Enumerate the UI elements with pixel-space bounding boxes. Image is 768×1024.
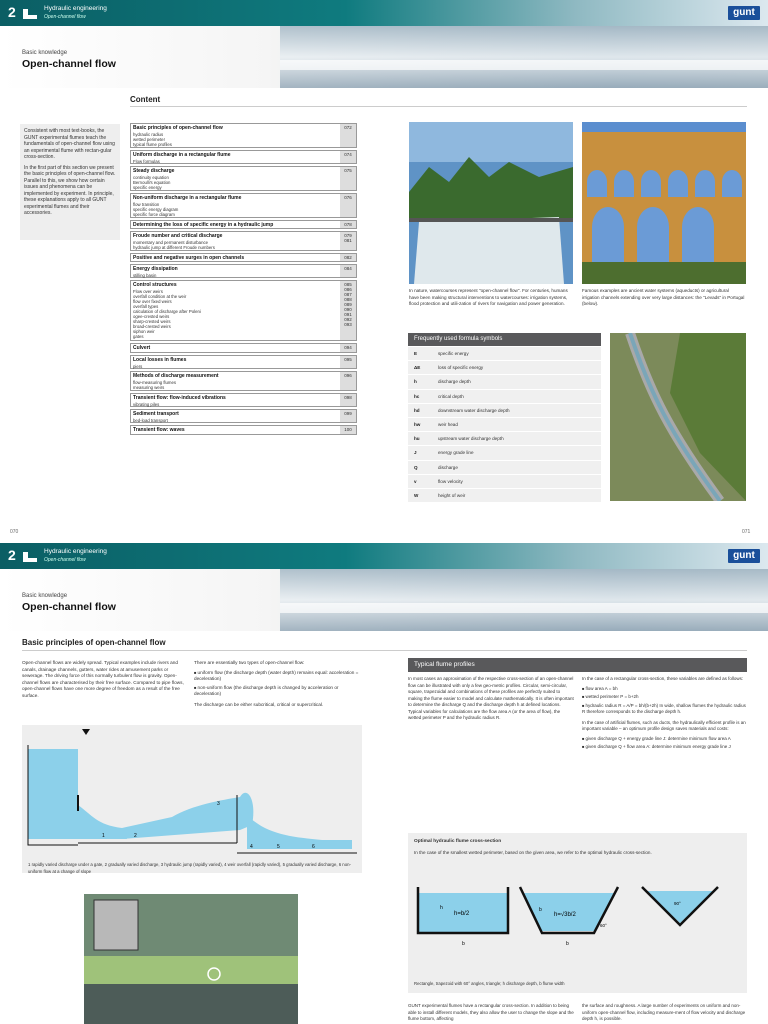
toc-heading: Froude number and critical discharge	[133, 233, 223, 239]
toc-subitem: momentary and permanent disturbance	[133, 240, 208, 245]
toc-row[interactable]	[130, 355, 357, 369]
toc-subitem: siphon weir	[133, 329, 155, 335]
toc-subitem: wetted perimeter	[133, 137, 166, 142]
symbol: Q	[414, 464, 418, 470]
symbol-row	[408, 418, 601, 432]
toc-heading: Culvert	[133, 345, 151, 352]
flume-lab-photo	[84, 894, 298, 1024]
optimal-title: Optimal hydraulic flume cross-section	[414, 839, 502, 844]
toc-row[interactable]	[130, 393, 357, 407]
toc-subitem: flow over fixed weirs	[133, 299, 172, 305]
toc-page-number: 099	[340, 410, 356, 422]
toc-subitem: vibrating piles	[133, 401, 160, 407]
toc-row[interactable]	[130, 123, 357, 148]
toc-subitem: Bernoulli's equation	[133, 180, 171, 186]
caption-left: In nature, watercourses represent "open-channel flow". For centuries, humans have been making structural interventions to watercourses: irrigation systems, flood protection and utili-zation of rivers for navigation and power generation.	[409, 288, 568, 306]
toc-page-number: 098	[340, 394, 356, 406]
footer-left-text: GUNT experimental flumes have a rectangular cross-section. In addition to being able to install different models, they also allow the user to change the slope and the flume bottom, affecting	[408, 1003, 574, 1021]
symbol-row	[408, 446, 601, 460]
toc-heading: Sediment transport	[133, 411, 179, 417]
page-number-right: 071	[742, 529, 751, 535]
toc-page-number: 082	[340, 254, 356, 261]
toc-row[interactable]	[130, 425, 357, 434]
diagram-label-1: 1	[102, 833, 105, 839]
symbol-row	[408, 390, 601, 404]
svg-text:b: b	[566, 941, 569, 947]
waterfall-banner-image	[280, 26, 768, 88]
symbol-description: upstream water discharge depth	[438, 436, 504, 442]
toc-page-number: 072	[340, 124, 356, 147]
symbol: h	[414, 379, 417, 385]
optimal-section-box	[408, 833, 747, 993]
symbol: ΔE	[414, 365, 421, 371]
bottom-header	[0, 543, 768, 569]
toc-subitem: bed-load transport	[133, 418, 168, 423]
toc-subitem: typical flume profiles	[133, 142, 172, 147]
symbol: W	[414, 493, 419, 498]
symbol: E	[414, 351, 418, 356]
symbol-row	[408, 461, 601, 475]
toc-row[interactable]	[130, 253, 357, 262]
toc-page-number: 100	[340, 426, 356, 433]
toc-heading: Determining the loss of specific energy in a hydraulic jump	[133, 221, 274, 228]
toc-page-number: 079 081	[340, 232, 356, 250]
toc-row[interactable]	[130, 193, 357, 218]
symbol-description: discharge	[438, 464, 458, 470]
intro-box: Consistent with most text-books, the GUNT experimental flumes teach the fundamentals of open-channel flow using an experimental flume with rectan-gular cross-section. In the first part of this section we present the basic principles of open-channel flow. Parallel to this, we show how certain issues and phenomena can be implemented by experiment. In principle, these explanations apply to all GUNT experimental flumes and their accessories.	[20, 124, 120, 240]
symbol-description: weir head	[438, 422, 458, 427]
toc-row[interactable]	[130, 220, 357, 229]
symbol-row	[408, 375, 601, 389]
toc-row[interactable]	[130, 166, 357, 191]
svg-text:60°: 60°	[600, 923, 607, 928]
band-kicker: Basic knowledge	[22, 593, 68, 599]
profiles-text: In most cases an approximation of the respective cross-section of an open-channel flow can be illustrated with only a few geo-metric profiles. Circular, semi-circular, square, trapezoidal and combinations of these profiles are perfectly suited to making the flume easier to model and calculate mathematically. It is often important to determine the discharge Q and the discharge depth h at defined locations. Typical variables for calculations are the flow area A (or the area of flow), the wetted perimeter P and the hydraulic radius R.	[408, 676, 574, 720]
gunt-logo: gunt	[728, 6, 760, 20]
symbol: hw	[414, 422, 421, 427]
toc-subitem: gates	[133, 334, 144, 340]
symbol: hc	[414, 393, 420, 399]
svg-text:90°: 90°	[674, 901, 681, 906]
flume-icon	[22, 549, 38, 563]
symbol: v	[414, 478, 417, 484]
svg-text:b: b	[462, 941, 465, 947]
toc-heading: Non-uniform discharge in a rectangular flume	[133, 195, 242, 201]
diagram-label-4: 4	[250, 844, 253, 850]
footer-right-text: the surface and roughness. A large number of experiments on uniform and non-uniform open-channel flow, including measure-ment of flow velocity and discharge depth h, is possible.	[582, 1003, 746, 1021]
toc-page-number: 085 086 087 088 089 090 091 092 093	[340, 281, 356, 340]
symbol: J	[414, 450, 417, 456]
optimal-text: In the case of the smallest wetted perimeter, based on the given area, we refer to the optimal hydraulic cross-section.	[414, 849, 652, 855]
gunt-logo: gunt	[728, 549, 760, 563]
toc-subitem: overfall types	[133, 304, 159, 310]
toc-heading: Basic principles of open-channel flow	[133, 125, 223, 131]
symbol-description: loss of specific energy	[438, 365, 484, 371]
toc-subitem: stilling basin	[133, 272, 157, 278]
caption-right: Famous examples are ancient water systems (aqueducts) or agricultural irrigation channels extending over very large distances: the "Levads" in Portugal (below).	[582, 288, 745, 306]
toc-page-number: 095	[340, 356, 356, 368]
toc-page-number: 074	[340, 151, 356, 163]
toc-subitem: overfall condition at the weir	[133, 294, 187, 300]
toc-subitem: specific force diagram	[133, 212, 175, 217]
symbol-row	[408, 361, 601, 375]
toc-subitem: continuity equation	[133, 175, 169, 181]
trap-label: h=√3b/2	[554, 912, 576, 918]
header-caption: Hydraulic engineering Open-channel flow	[44, 548, 107, 563]
toc-row[interactable]	[130, 150, 357, 164]
divider	[22, 650, 747, 651]
symbol-description: discharge depth	[438, 379, 471, 385]
toc-heading: Control structures	[133, 282, 177, 289]
toc-row[interactable]	[130, 264, 357, 278]
page-number-left: 070	[10, 529, 19, 535]
toc-subitem: hydraulic radius	[133, 132, 164, 137]
rectangular-definitions: In the case of a rectangular cross-section, these variables are defined as follows: ■ flow area A = bh ■ wetted perimeter P = b+2h ■ hydraulic radius R = A/P = bh/(b+2h) In wide, shallow flumes the hydraulic radius R therefore corresponds to the discharge depth h. In the case of artificial flumes, such as ducts, the hydraulically efficient profile is an important variable – an optimum profile design saves materials and costs: ■ given discharge Q + energy grade line J: determine minimum flow area A ■ given discharge Q + flow area A: determine minimum energy grade line J	[582, 676, 747, 751]
symbol-row	[408, 347, 601, 361]
profiles-title: Typical flume profiles	[408, 658, 747, 672]
symbol-description: critical depth	[438, 393, 464, 399]
toc-row[interactable]	[130, 231, 357, 251]
symbol: hu	[414, 436, 420, 442]
intro-paragraph: Open-channel flows are widely spread. Typical examples include rivers and canals, drainage channels, gutters, water rides at amusement parks or sewerage. The driving force of this normally turbulent flow is gravity. Open-channel flows are characterised by their free surface. Compared to pipe flows, open-channel flows have one more degree of freedom as a result of the free surface.	[22, 660, 184, 698]
diagram-label-6: 6	[312, 844, 315, 850]
symbol-description: downstream water discharge depth	[438, 407, 510, 413]
svg-text:b: b	[539, 907, 542, 913]
toc-row[interactable]	[130, 280, 357, 341]
svg-text:h: h	[440, 905, 443, 911]
chapter-number: 2	[8, 547, 16, 563]
toc-subitem: hydraulic jump at different Froude numbers	[133, 245, 215, 250]
symbol-description: energy grade line	[438, 450, 474, 456]
toc-heading: Transient flow: waves	[133, 427, 185, 434]
toc-heading: Steady discharge	[133, 168, 175, 175]
diagram-label-5: 5	[277, 844, 280, 850]
band-kicker: Basic knowledge	[22, 50, 68, 56]
diagram-label-3: 3	[217, 801, 220, 807]
symbol-description: height of weir	[438, 493, 466, 498]
toc-heading: Local losses in flumes	[133, 356, 187, 363]
cross-section-shapes	[414, 883, 744, 963]
toc-subitem: sharp-crested weirs	[133, 319, 171, 325]
toc-subitem: specific energy diagram	[133, 207, 179, 212]
content-heading: Content	[130, 95, 161, 104]
toc-subitem: flow transition	[133, 202, 160, 207]
aqueduct-photo	[582, 122, 746, 284]
band-title: Open-channel flow	[22, 601, 116, 613]
toc-row[interactable]	[130, 371, 357, 391]
toc-subitem: measuring weirs	[133, 385, 165, 390]
levada-photo	[610, 333, 746, 501]
band-title: Open-channel flow	[22, 58, 116, 70]
toc-heading: Methods of discharge measurement	[133, 373, 219, 379]
toc-page-number: 096	[340, 372, 356, 390]
waterfall-banner-image	[280, 569, 768, 631]
toc-page-number: 075	[340, 167, 356, 190]
toc-page-number: 094	[340, 344, 356, 351]
divider	[130, 106, 747, 107]
symbol-description: flow velocity	[438, 478, 463, 484]
symbol-row	[408, 432, 601, 446]
top-band	[0, 26, 768, 88]
toc-subitem: Flow formulas	[133, 158, 160, 164]
toc-row[interactable]	[130, 343, 357, 352]
symbol-row	[408, 404, 601, 418]
section-title: Basic principles of open-channel flow	[22, 638, 166, 647]
rect-label: h=b/2	[454, 911, 470, 917]
shapes-caption: Rectangle, trapezoid with 60° angles, triangle; h discharge depth, b flume width	[414, 981, 565, 986]
toc-row[interactable]	[130, 409, 357, 423]
toc-subitem: piers	[133, 363, 143, 369]
toc-page-number: 084	[340, 265, 356, 277]
flow-diagram	[22, 725, 362, 873]
toc-heading: Energy dissipation	[133, 265, 178, 272]
waterfall-photo	[409, 122, 573, 284]
flow-types: There are essentially two types of open-channel flow: ■ uniform flow (the discharge depth (water depth) remains equal: acceleration = deceleration) ■ non-uniform flow (the discharge depth is changed by acceleration or deceleration) The discharge can be either subcritical, critical or supercritical.	[194, 660, 364, 708]
header-caption: Hydraulic engineering Open-channel flow	[44, 5, 107, 20]
bottom-band	[0, 569, 768, 631]
toc-heading: Transient flow: flow-induced vibrations	[133, 394, 226, 401]
symbols-title: Frequently used formula symbols	[408, 333, 601, 346]
symbol: hd	[414, 407, 420, 413]
toc-subitem: broad-crested weirs	[133, 324, 171, 330]
toc-subitem: specific energy	[133, 185, 162, 191]
symbol-description: specific energy	[438, 351, 469, 356]
toc-subitem: Flow over weirs	[133, 289, 163, 295]
toc-page-number: 078	[340, 221, 356, 228]
toc-subitem: flow-measuring flumes	[133, 380, 176, 385]
symbol-row	[408, 475, 601, 489]
toc-heading: Uniform discharge in a rectangular flume	[133, 151, 231, 158]
top-header	[0, 0, 768, 26]
toc-heading: Positive and negative surges in open channels	[133, 254, 245, 261]
chapter-number: 2	[8, 4, 16, 20]
toc-page-number: 076	[340, 194, 356, 217]
diagram-caption: 1 rapidly varied discharge under a gate, 2 gradually varied discharge, 3 hydraulic jump (rapidly varied), 4 weir overfall (rapidly varied), 5 gradually varied discharge, 6 non-uniform flow at a change of slope	[28, 862, 351, 874]
diagram-label-2: 2	[134, 833, 137, 839]
symbol-row	[408, 489, 601, 503]
flume-icon	[22, 6, 38, 20]
toc-subitem: calculation of discharge after Poleni	[133, 309, 201, 315]
toc-subitem: ogee-crested weirs	[133, 314, 170, 320]
